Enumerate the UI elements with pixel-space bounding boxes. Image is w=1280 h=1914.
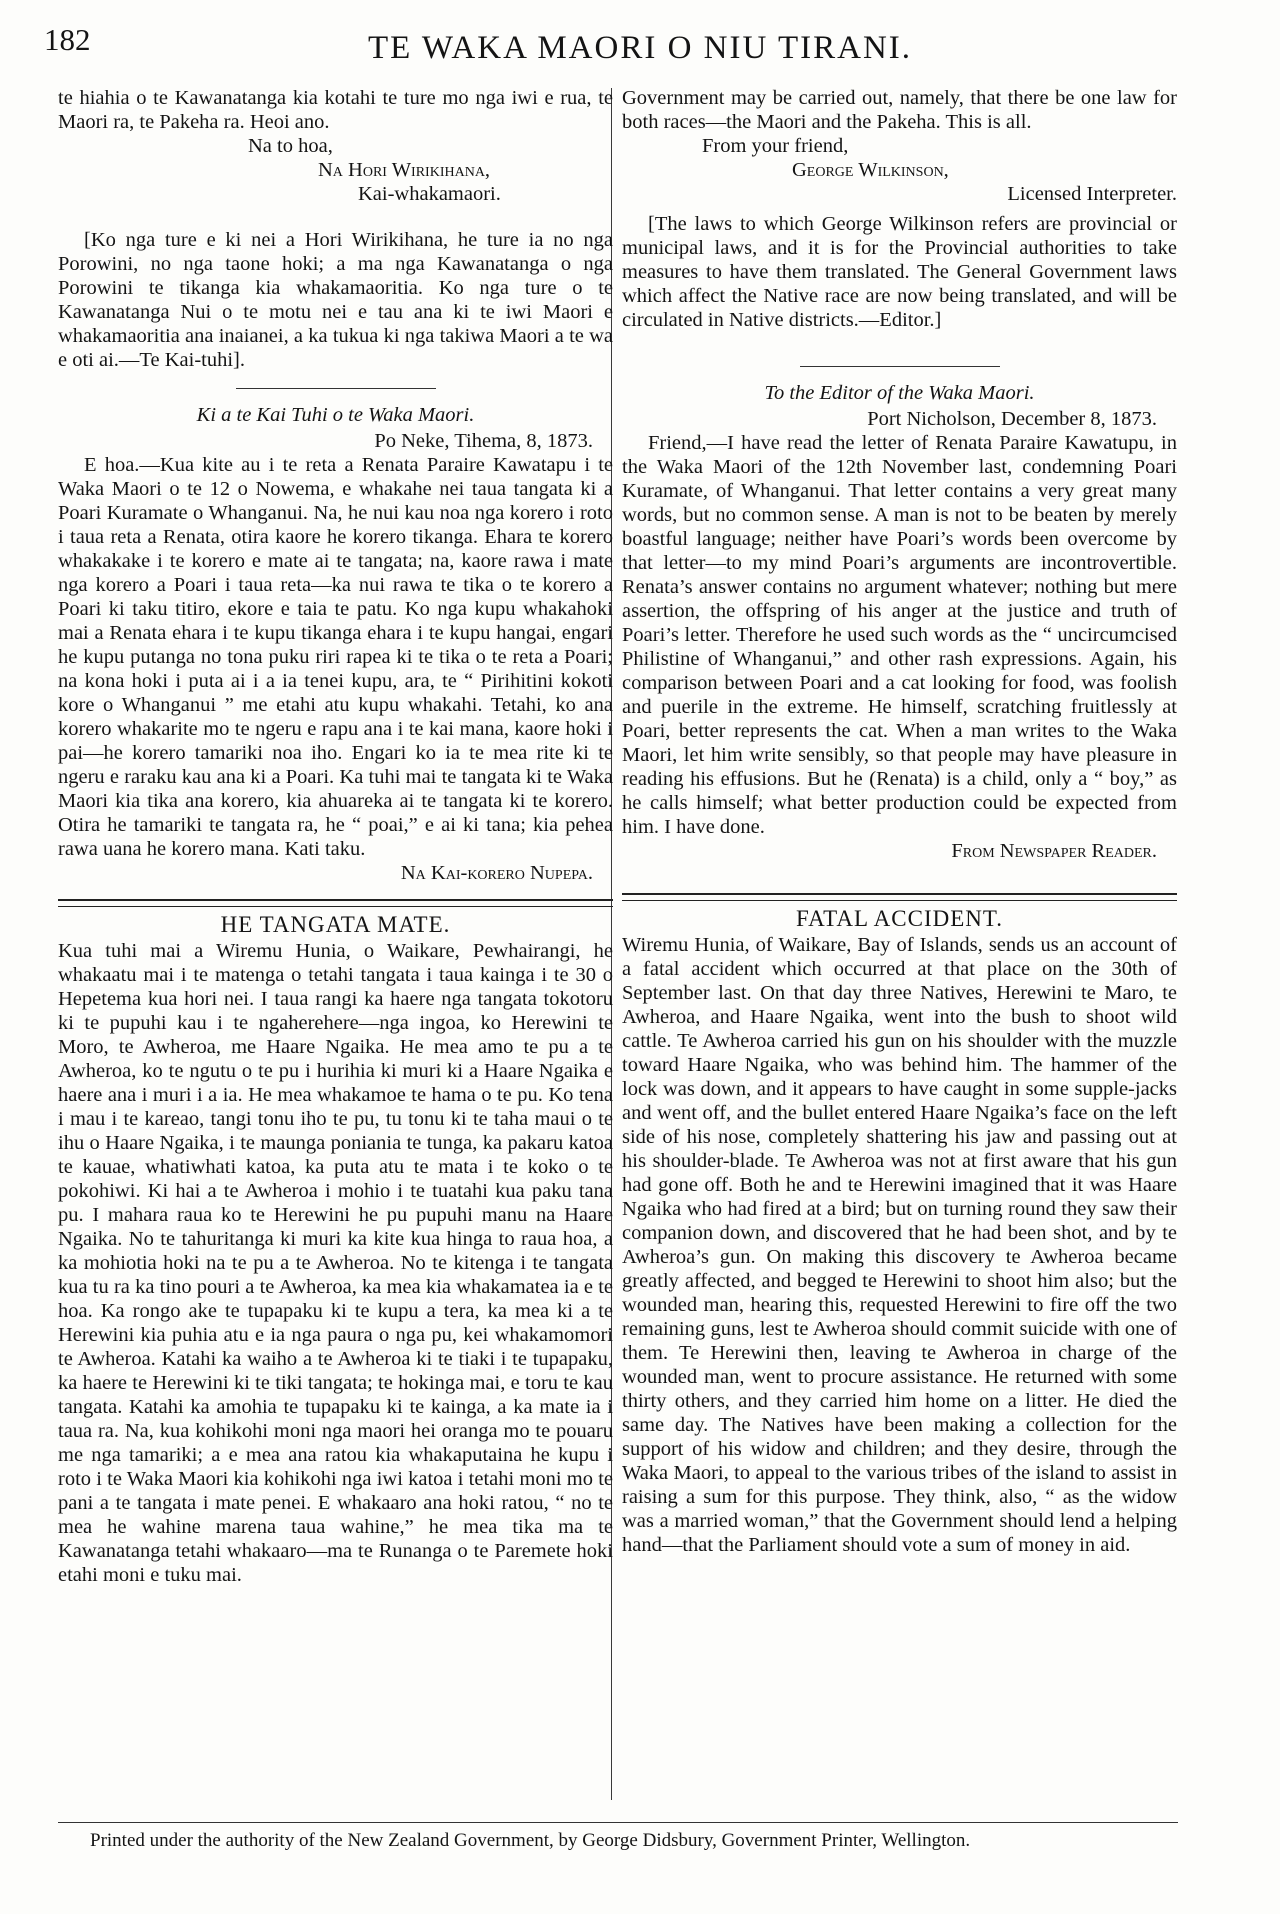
left-signature-role: Kai-whakamaori. (358, 183, 501, 205)
right-letter-body: Friend,—I have read the letter of Renata Paraire Kawatupu, in the Waka Maori of the 12th November last, condemning Poari Kuramate, of Whanganui. That letter contains a very great many words, but no common sense. A man is not to be beaten by merely boastful language; neither have Poari’s words been overcome by that letter—to my mind Poari’s arguments are incontrovertible. Renata’s answer contains no argument whatever; nothing but mere assertion, the offspring of his anger at the justice and truth of Poari’s letter. Therefore he used such words as the “ uncircumcised Philistine of Whanganui,” and other rash expressions. Again, his comparison between Poari and a cat looking for food, was foolish and puerile in the extreme. He himself, scratching fruitlessly at Poari, better represents the cat. When a man writes to the Waka Maori, let him write sensibly, so that people may have pleasure in reading his effusions. But he (Renata) is a child, only a “ boy,” as he calls himself; what better production could be expected from him. I have done. (622, 432, 1177, 838)
left-section-body: Kua tuhi mai a Wiremu Hunia, o Waikare, Pewhairangi, he whakaatu mai i te matenga o tetahi tangata i taua kainga i te 30 o Hepetema kua hori nei. I taua rangi ka haere nga tangata tokotoru ki te pupuhi kau i te ngaherehere—nga ingoa, ko Herewini te Moro, te Awheroa, me Haare Ngaika. He mea amo te pu a te Awheroa, ko te ngutu o te pu i hurihia ki muri ki a Haare Ngaika e haere ana i muri i a ia. He mea whakamoe te hama o te pu. Ko tena i mau i te kareao, tangi tonu iho te pu, tu tonu ki te taha maui o te ihu o Haare Ngaika, i te maunga poniania te tunga, ka pakaru katoa te kauae, whatiwhati katoa, ka puta atu te mata i te koko o te pokohiwi. Ki hai a te Awheroa i mohio i te tuatahi kua paku tana pu. I mahara raua ko te Herewini he pu pupuhi manu na Haare Ngaika. No te tahuritanga ki muri ka kite kua hinga to raua hoa, a ka mohiotia hoki na te pu a te Awheroa. No te kitenga i te tangata kua tu ra ka tino pouri a te Awheroa, ka mea kia whakamatea ia e te hoa. Ka rongo ake te tupapaku ki te kupu a tera, ka mea ki a te Herewini kia puhia atu e ia nga paura o nga pu, kei whakamomori te Awheroa. Katahi ka waiho a te Awheroa ki te tiaki i te tupapaku, ka haere te Herewini ki te tiki tangata; te hokinga mai, e toru te kau tangata. Katahi ka amohia te tupapaku ki te kainga, a ka mate ia i taua ra. Na, kua kohikohi moni nga maori hei oranga mo te pouaru me nga tamariki; a e mea ana ratou kia whakaputaina he kupu i roto i te Waka Maori kia kohikohi nga iwi katoa i tetahi moni mo te pani a te tangata i mate penei. E whakaaro ana hoki ratou, “ no te mea he wahine marena taua wahine,” he mea tika ma te Kawanatanga tetahi whakaaro—ma te Runanga o te Paremete hoki etahi moni e tuku mai. (58, 940, 613, 1586)
page-number: 182 (44, 22, 91, 57)
left-signature-name: Na Hori Wirikihana, (318, 159, 491, 181)
divider (58, 899, 613, 907)
left-closing: Na to hoa, (248, 135, 333, 157)
left-intro: te hiahia o te Kawanatanga kia kotahi te ture mo nga iwi e rua, te Maori ra, te Pakeha ra. Heoi ano. (58, 87, 613, 133)
right-closing: From your friend, (702, 135, 849, 157)
divider (236, 388, 436, 389)
left-letter-body: E hoa.—Kua kite au i te reta a Renata Paraire Kawatapu i te Waka Maori o te 12 o Nowema, e whakahe nei taua tangata ki a Poari Kuramate o Whanganui. Na, he nui kau noa nga korero i roto i taua reta a Renata, otira kaore he korero tikanga. Ehara te korero whakakake i te korero e mate ai te tangata; na, kaore rawa i mate nga korero a Poari i taua reta—ka nui rawa te tika o te korero a Poari ki taku titiro, ekore e taia te patu. Ko nga kupu whakahoki mai a Renata ehara i te kupu tikanga ehara i te kupu hangai, engari he kupu putanga no tona puku riri rapea ki te tika o te reta a Poari; na kona hoki i puta ai i a ia tenei kupu, ara, te “ Pirihitini kokoti kore o Whanganui ” me etahi atu kupu whakahi. Tetahi, ko ana korero whakarite mo te ngeru e rapu ana i te kai mana, kaore hoki i pai—he korero tamariki noa iho. Engari ko ia te mea rite ki te ngeru e raraku kau ana ki a Poari. Ka tuhi mai te tangata ki te Waka Maori kia tika ana korero, kia ahuareka ai te tangata ki te korero. Otira he tamariki te tangata ra, he “ poai,” e ai ki tana; kia pehea rawa uana he korero mana. Kati taku. (58, 454, 613, 860)
spacer (58, 206, 613, 228)
left-section-title: HE TANGATA MATE. (220, 912, 451, 937)
divider (622, 893, 1177, 901)
right-section-title: FATAL ACCIDENT. (796, 906, 1003, 931)
divider (800, 366, 1000, 367)
right-section-body: Wiremu Hunia, of Waikare, Bay of Islands, sends us an account of a fatal accident which occurred at that place on the 30th of September last. On that day three Natives, Herewini te Maro, te Awheroa, and Haare Ngaika, went into the bush to shoot wild cattle. Te Awheroa carried his gun on his shoulder with the muzzle toward Haare Ngaika, who was behind him. The hammer of the lock was down, and it appears to have caught in some supple-jacks and went off, and the bullet entered Haare Ngaika’s face on the left side of his nose, completely shattering his jaw and passing out at his shoulder-blade. Te Awheroa was not at first aware that his gun had gone off. Both he and te Herewini imagined that it was Haare Ngaika who had fired at a bird; but on turning round they saw their companion down, and discovered that he had been shot, and by te Awheroa’s gun. On making this discovery te Awheroa became greatly affected, and begged te Herewini to shoot him also; but the wounded man, hearing this, requested Herewini to fire off the two remaining guns, lest te Awheroa should commit suicide with one of them. Te Herewini then, leaving te Awheroa in charge of the wounded man, went to procure assistance. He returned with some thirty others, and they carried him home on a litter. He died the same day. The Natives have been making a collection for the support of his widow and children; and they desire, through the Waka Maori, to appeal to the various tribes of the island to assist in raising a sum for this purpose. They think, also, “ as the widow was a married woman,” that the Government should lend a helping hand—that the Parliament should vote a sum of money in aid. (622, 934, 1177, 1556)
left-letter-dateline: Po Neke, Tihema, 8, 1873. (374, 430, 593, 452)
right-column (622, 86, 1177, 1557)
right-letter-dateline: Port Nicholson, December 8, 1873. (867, 408, 1157, 430)
right-editor-note: [The laws to which George Wilkinson refers are provincial or municipal laws, and it is for the Provincial authorities to take measures to have them translated. The General Government laws which affect the Native race are now being translated, and will be circulated in Native districts.—Editor.] (622, 213, 1177, 331)
right-signature-role: Licensed Interpreter. (1007, 183, 1177, 205)
right-letter-signature: From Newspaper Reader. (951, 840, 1157, 862)
left-letter-signature: Na Kai-korero Nupepa. (400, 862, 593, 884)
right-letter-heading: To the Editor of the Waka Maori. (764, 382, 1035, 404)
right-intro: Government may be carried out, namely, that there be one law for both races—the Maori and the Pakeha. This is all. (622, 87, 1177, 133)
running-head: TE WAKA MAORI O NIU TIRANI. (367, 30, 913, 66)
left-column (58, 86, 613, 1587)
left-editor-note: [Ko nga ture e ki nei a Hori Wirikihana, he ture ia no nga Porowini, no nga taone hoki; a ma nga Kawanatanga o nga Porowini te tikanga kia whakamaoritia. Ko nga ture o te Kawanatanga Nui o te motu nei e tau ana ki te iwi Maori e whakamaoritia ana inaianei, a ka tukua ki nga takiwa Maori a te wa e oti ai.—Te Kai-tuhi]. (58, 229, 613, 371)
footer-imprint: Printed under the authority of the New Zealand Government, by George Didsbury, Government Printer, Wellington. (90, 1830, 971, 1851)
right-signature-name: George Wilkinson, (792, 159, 949, 181)
footer-rule (58, 1822, 1178, 1823)
left-letter-heading: Ki a te Kai Tuhi o te Waka Maori. (196, 404, 475, 426)
